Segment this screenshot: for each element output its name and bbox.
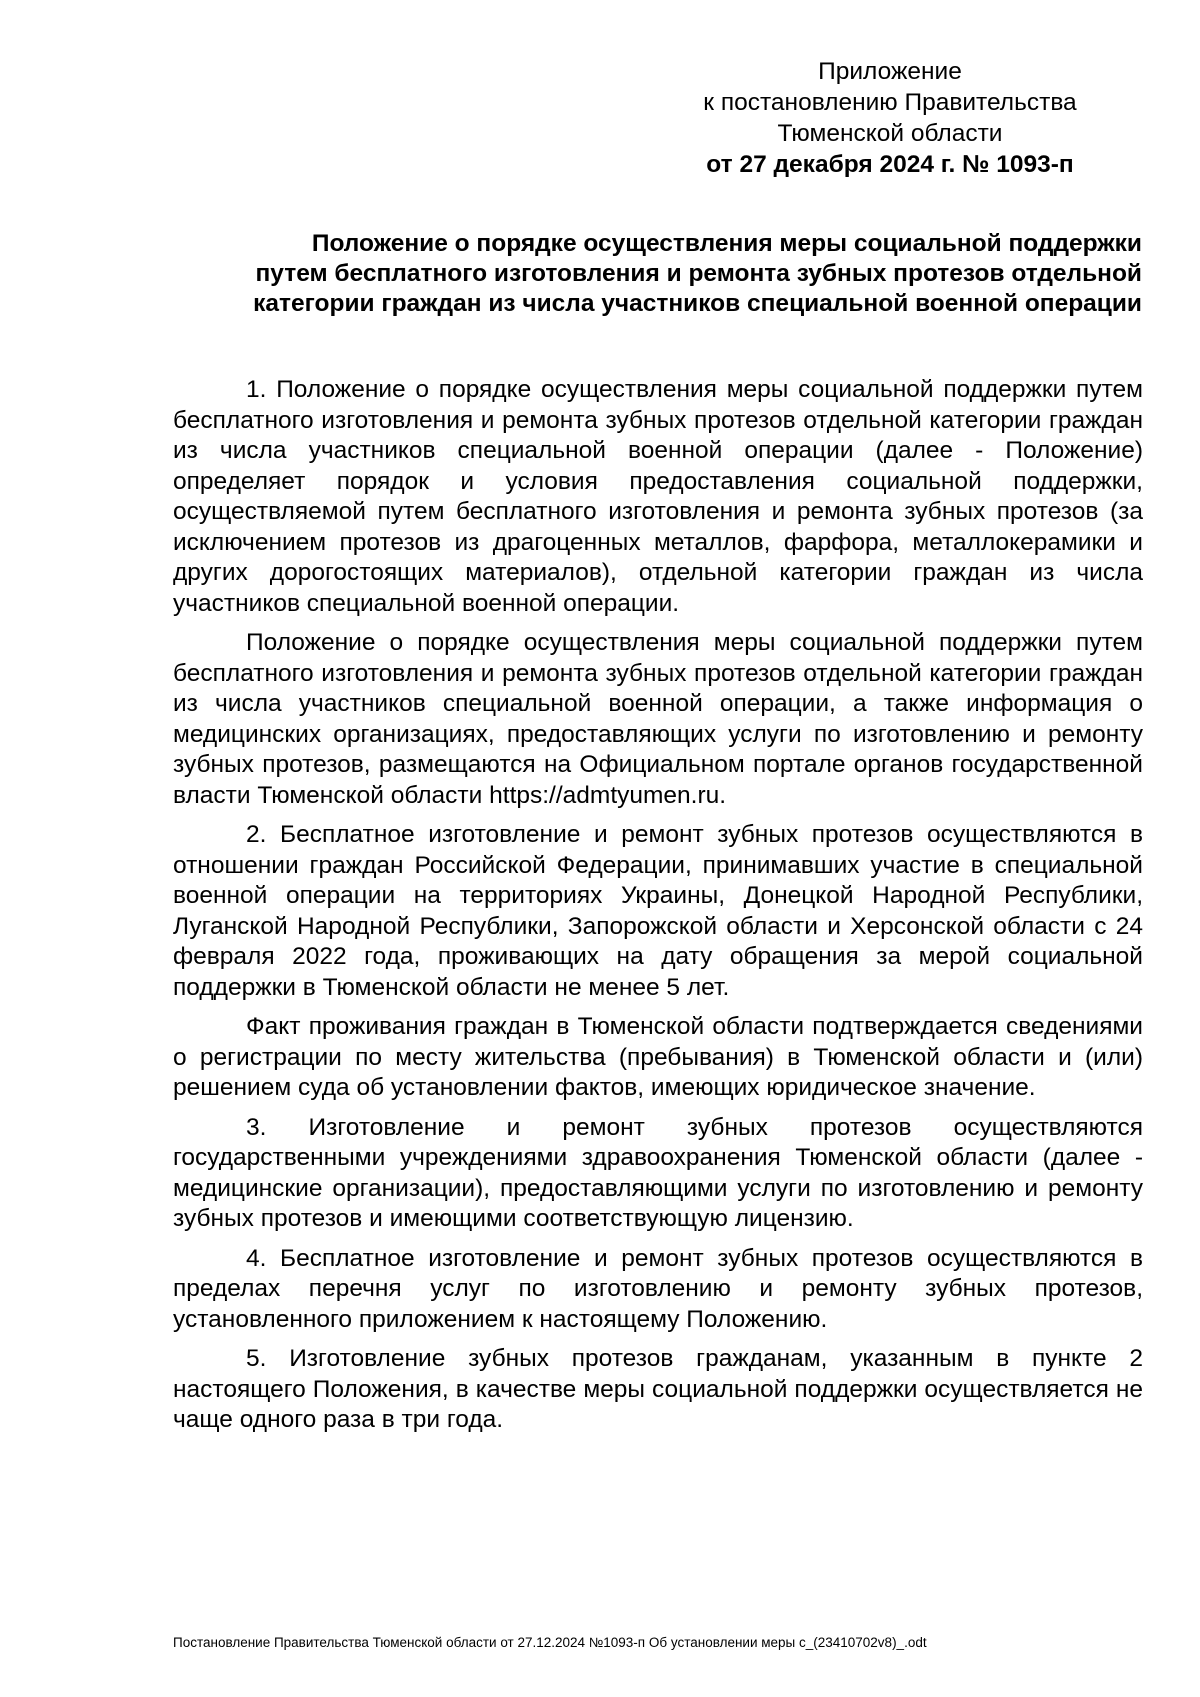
annex-reference: к постановлению Правительства [703, 89, 1077, 116]
paragraph-4: 4. Бесплатное изготовление и ремонт зубных протезов осуществляются в пределах перечня услуг по изготовлению и ремонту зубных протезов, установленного приложением к настоящему Положению. [173, 1244, 1143, 1333]
paragraph-3: 3. Изготовление и ремонт зубных протезов осуществляются государственными учреждениями здравоохранения Тюменской области (далее - медицинские организации), предоставляющими услуги по изготовлению и ремонту зубных протезов и имеющими соответствующую лицензию. [173, 1113, 1143, 1232]
annex-header [660, 56, 1120, 180]
paragraph-2-continued: Факт проживания граждан в Тюменской области подтверждается сведениями о регистрации по месту жительства (пребывания) в Тюменской области и (или) решением суда об установлении фактов, имеющих юридическое значение. [173, 1013, 1143, 1101]
title-line-2: путем бесплатного изготовления и ремонта зубных протезов отдельной [255, 260, 1142, 287]
annex-region: Тюменской области [777, 120, 1003, 147]
title-line-1: Положение о порядке осуществления меры социальной поддержки [311, 230, 1142, 257]
title-line-3: категории граждан из числа участников специальной военной операции [253, 290, 1142, 317]
document-title [172, 229, 1142, 319]
paragraph-1-continued: Положение о порядке осуществления меры социальной поддержки путем бесплатного изготовления и ремонта зубных протезов отдельной категории граждан из числа участников специальной военной операции, а также информация о медицинских организациях, предоставляющих услуги по изготовлению и ремонту зубных протезов, размещаются на Официальном портале органов государственной власти Тюменской области https://admtyumen.ru. [173, 629, 1143, 809]
annex-label: Приложение [818, 58, 962, 85]
paragraph-5: 5. Изготовление зубных протезов гражданам, указанным в пункте 2 настоящего Положения, в качестве меры социальной поддержки осуществляется не чаще одного раза в три года. [173, 1345, 1143, 1433]
paragraph-2: 2. Бесплатное изготовление и ремонт зубных протезов осуществляются в отношении граждан Российской Федерации, принимавших участие в специальной военной операции на территориях Украины, Донецкой Народной Республики, Луганской Народной Республики, Запорожской области и Херсонской области с 24 февраля 2022 года, проживающих на дату обращения за мерой социальной поддержки в Тюменской области не менее 5 лет. [173, 821, 1143, 1001]
document-body [173, 375, 1143, 1445]
page-footer: Постановление Правительства Тюменской области от 27.12.2024 №1093-п Об установлении меры с_(23410702v8)_.odt [173, 1635, 927, 1650]
annex-date: от 27 декабря 2024 г. № 1093-п [706, 151, 1074, 178]
paragraph-1: 1. Положение о порядке осуществления меры социальной поддержки путем бесплатного изготовления и ремонта зубных протезов отдельной категории граждан из числа участников специальной военной операции (далее - Положение) определяет порядок и условия предоставления социальной поддержки, осуществляемой путем бесплатного изготовления и ремонта зубных протезов (за исключением протезов из драгоценных металлов, фарфора, металлокерамики и других дорогостоящих материалов), отдельной категории граждан из числа участников специальной военной операции. [173, 376, 1143, 617]
